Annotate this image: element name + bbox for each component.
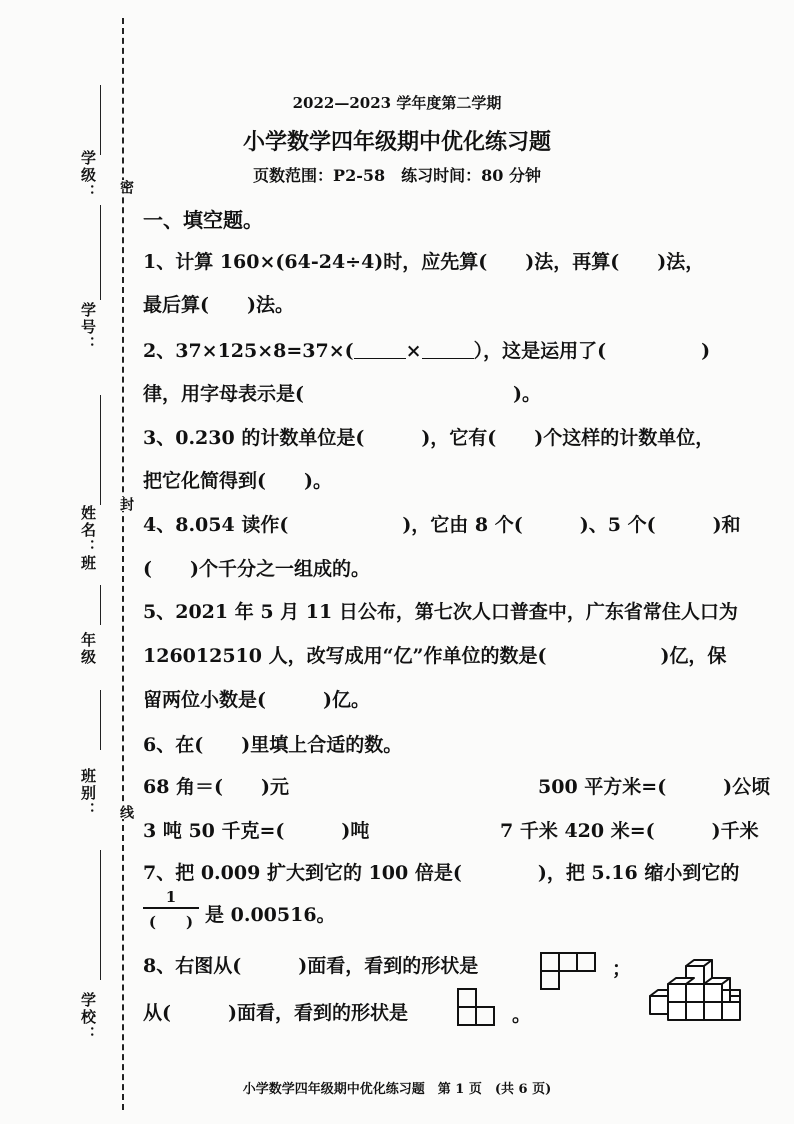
q8-line-1 bbox=[143, 951, 478, 978]
label-number: 学号： bbox=[79, 302, 97, 353]
q7-line-1: 7、把 0.009 扩大到它的 100 倍是( )，把 5.16 缩小到它的 bbox=[143, 862, 740, 884]
q7-line-2: 是 0.00516。 bbox=[205, 904, 336, 926]
page-footer: 小学数学四年级期中优化练习题 第 1 页 (共 6 页) bbox=[242, 1082, 552, 1097]
q1-line-1: 1、计算 160×(64-24÷4)时，应先算( )法，再算( )法， bbox=[143, 251, 705, 273]
q2-pre: 2、37×125×8=37×( bbox=[143, 340, 354, 362]
class-line bbox=[100, 585, 101, 625]
year-line: 2022—2023 学年度第二学期 bbox=[292, 94, 502, 112]
label-school: 学校： bbox=[79, 992, 97, 1043]
cube-stack-figure bbox=[648, 958, 748, 1030]
label-category: 班别： bbox=[79, 768, 97, 819]
label-grade: 学级： bbox=[79, 150, 97, 201]
front-view-shape-icon bbox=[540, 952, 598, 990]
q5-line-1: 5、2021 年 5 月 11 日公布，第七次人口普查中，广东省常住人口为 bbox=[143, 601, 738, 623]
q6-row2-right: 7 千米 420 米=( )千米 bbox=[500, 820, 759, 842]
q2-line-1 bbox=[143, 336, 710, 363]
exam-info: 页数范围：P2-58 练习时间：80 分钟 bbox=[253, 166, 541, 185]
q2-blank-2 bbox=[422, 340, 474, 359]
q6-row2-left: 3 吨 50 千克=( )吨 bbox=[143, 820, 370, 842]
q7-fraction-denominator: ( ) bbox=[148, 913, 194, 931]
q6-row1-right: 500 平方米=( )公顷 bbox=[538, 776, 771, 798]
q8-line-1-text: 8、右图从( )面看，看到的形状是 bbox=[143, 955, 479, 977]
name-line bbox=[100, 395, 101, 505]
q8-line-2-end: 。 bbox=[512, 1004, 532, 1026]
seal-mark-xian: 线 bbox=[118, 805, 134, 819]
q6-title: 6、在( )里填上合适的数。 bbox=[143, 734, 403, 756]
q2-post: ），这是运用了( ) bbox=[473, 340, 711, 362]
q5-line-2: 126012510 人，改写成用“亿”作单位的数是( )亿，保 bbox=[143, 645, 727, 667]
q7-fraction bbox=[143, 888, 199, 932]
q2-line-2: 律，用字母表示是( )。 bbox=[143, 383, 541, 405]
q5-line-3: 留两位小数是( )亿。 bbox=[143, 689, 370, 711]
number-line bbox=[100, 205, 101, 300]
q4-line-1: 4、8.054 读作( )，它由 8 个( )、5 个( )和 bbox=[143, 514, 741, 536]
q7-fraction-bar bbox=[143, 907, 199, 909]
category-line bbox=[100, 690, 101, 750]
q4-line-2: ( )个千分之一组成的。 bbox=[143, 558, 370, 580]
top-view-shape-icon bbox=[457, 988, 497, 1028]
q7-fraction-numerator: 1 bbox=[165, 888, 177, 906]
seal-mark-feng: 封 bbox=[118, 497, 134, 511]
q1-line-2: 最后算( )法。 bbox=[143, 294, 294, 316]
q2-times: × bbox=[405, 340, 422, 362]
q3-line-1: 3、0.230 的计数单位是( )，它有( )个这样的计数单位， bbox=[143, 427, 715, 449]
school-line bbox=[100, 850, 101, 980]
q8-line-1-end: ； bbox=[612, 958, 632, 980]
section-title: 一、填空题。 bbox=[143, 208, 263, 232]
q8-line-2-text: 从( )面看，看到的形状是 bbox=[143, 1002, 408, 1024]
seal-mark-mi: 密 bbox=[118, 180, 134, 194]
q8-line-2 bbox=[143, 998, 408, 1025]
page-title: 小学数学四年级期中优化练习题 bbox=[242, 129, 551, 155]
q3-line-2: 把它化简得到( )。 bbox=[143, 470, 332, 492]
label-class-ban: 班 bbox=[79, 555, 97, 572]
label-name: 姓名： bbox=[79, 505, 97, 556]
q2-blank-1 bbox=[354, 340, 406, 359]
label-grade-nian: 年级 bbox=[79, 632, 97, 666]
q6-row1-left: 68 角＝( )元 bbox=[143, 776, 290, 798]
